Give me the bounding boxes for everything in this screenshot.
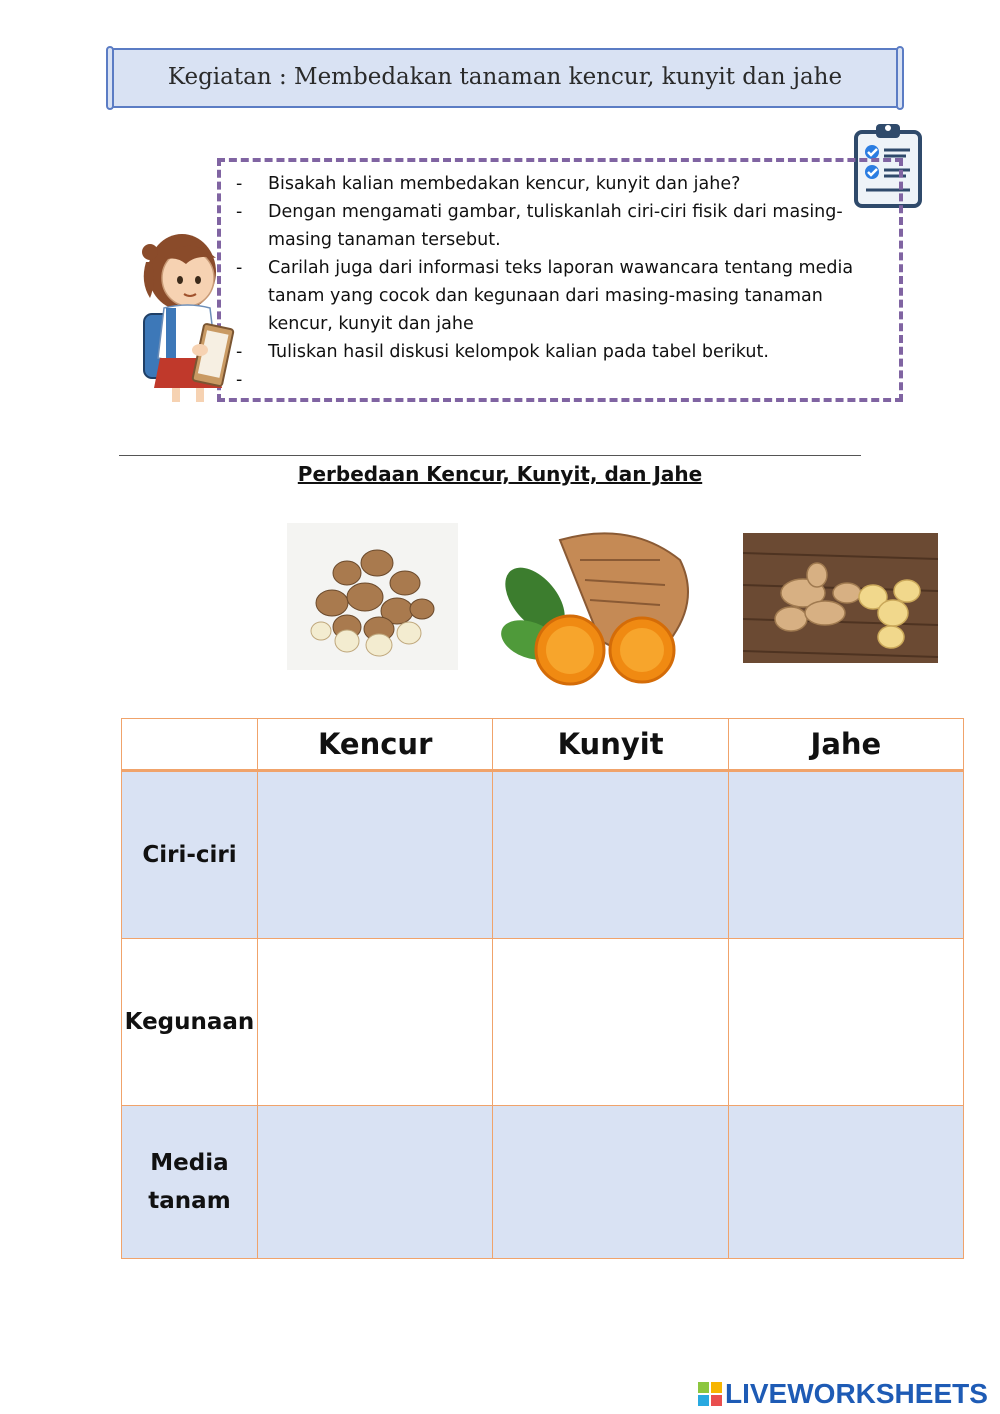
instruction-list [236,170,891,390]
row-header-ciri-ciri: Ciri-ciri [122,771,258,939]
bullet-dash: - [236,202,243,222]
bullet-dash: - [236,174,243,194]
answer-cell-jahe-media[interactable] [728,1106,963,1259]
kencur-photo [287,523,458,670]
student-girl-illustration [136,222,236,404]
jahe-photo [743,533,938,663]
brand-name: LIVEWORKSHEETS [725,1378,988,1409]
table-row [122,939,964,1106]
header-cell-kencur: Kencur [257,719,492,771]
header-cell-empty [122,719,258,771]
table-row [122,1106,964,1259]
bullet-dash: - [236,370,243,390]
bullet-dash: - [236,258,243,278]
answer-cell-jahe-kegunaan[interactable] [728,939,963,1106]
instruction-item: - Bisakah kalian membedakan kencur, kunyit dan jahe? [236,170,891,198]
answer-cell-kunyit-ciri[interactable] [493,771,728,939]
header-cell-jahe: Jahe [728,719,963,771]
table-header-row [122,719,964,771]
answer-cell-kencur-kegunaan[interactable] [257,939,492,1106]
title-banner [110,48,900,108]
row-header-kegunaan: Kegunaan [122,939,258,1106]
instruction-item: - Dengan mengamati gambar, tuliskanlah ciri-ciri fisik dari masing-masing tanaman tersebut. [236,198,891,254]
section-title: Perbedaan Kencur, Kunyit, dan Jahe [297,462,703,486]
answer-cell-kencur-media[interactable] [257,1106,492,1259]
row-header-media-tanam: Media tanam [122,1106,258,1259]
liveworksheets-logo [697,1374,988,1414]
answer-cell-kencur-ciri[interactable] [257,771,492,939]
instruction-item: - Tuliskan hasil diskusi kelompok kalian pada tabel berikut. [236,338,891,366]
answer-cell-jahe-ciri[interactable] [728,771,963,939]
page-title: Kegiatan : Membedakan tanaman kencur, kunyit dan jahe [167,64,843,90]
comparison-table [121,718,964,1259]
header-cell-kunyit: Kunyit [493,719,728,771]
liveworksheets-icon [697,1381,723,1407]
bullet-dash: - [236,342,243,362]
answer-cell-kunyit-media[interactable] [493,1106,728,1259]
kunyit-photo [490,520,710,695]
instruction-item: - Carilah juga dari informasi teks laporan wawancara tentang media tanam yang cocok dan kegunaan dari masing-masing tanaman kencur, kunyit dan jahe [236,254,891,338]
table-row [122,771,964,939]
answer-cell-kunyit-kegunaan[interactable] [493,939,728,1106]
separator-line [119,455,861,456]
